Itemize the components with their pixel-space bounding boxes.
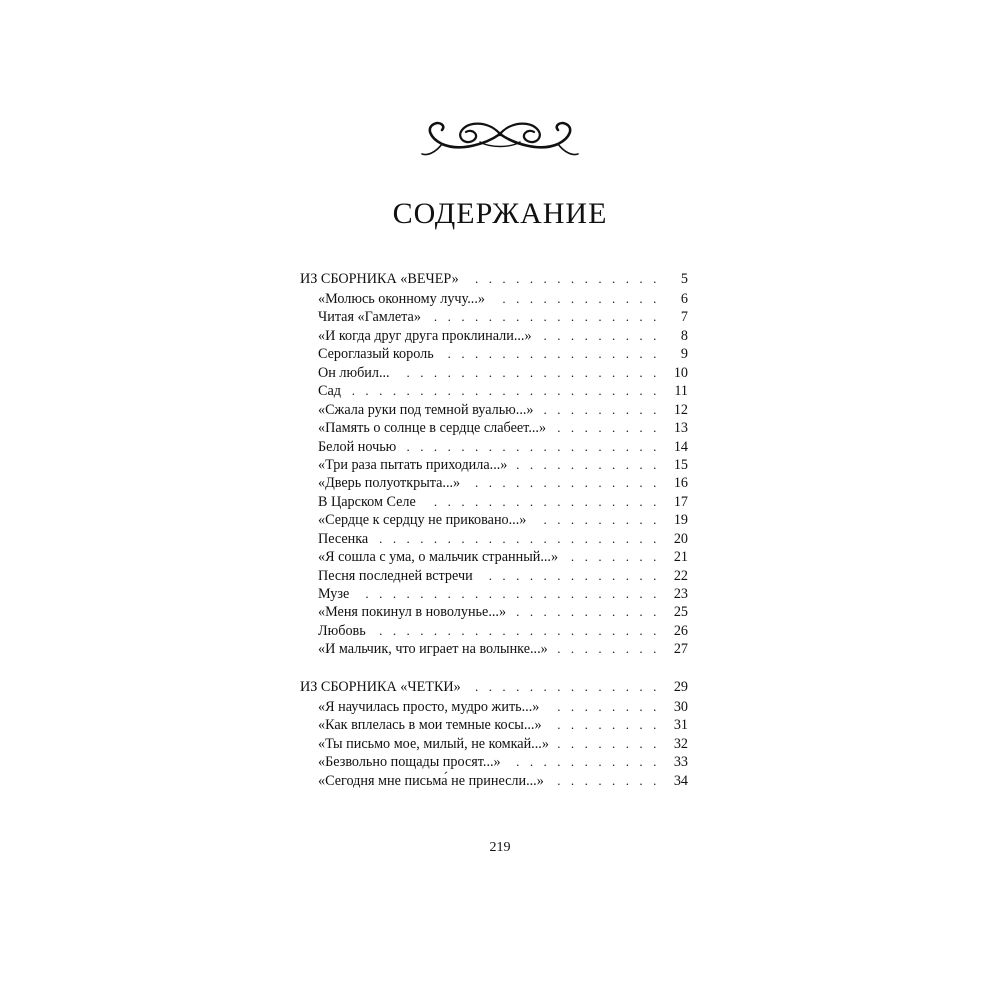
toc-leader-dots — [534, 511, 660, 529]
toc-page-number: 30 — [673, 698, 688, 715]
toc-entry-title: «И мальчик, что играет на волынке...» — [318, 641, 548, 658]
toc-leader-dots — [514, 603, 660, 621]
toc-entry-title: «Сегодня мне письма́ не принесли...» — [318, 772, 544, 789]
toc-leader-dots — [429, 308, 660, 326]
toc-entry-title: «Сжала руки под темной вуалью...» — [318, 401, 534, 418]
toc-entry[interactable] — [300, 716, 688, 734]
toc-entry[interactable] — [300, 493, 688, 511]
toc-page-number: 16 — [673, 475, 688, 492]
toc-entry-title: Песня последней встречи — [318, 567, 473, 584]
table-of-contents — [300, 268, 688, 790]
toc-leader-dots — [481, 567, 660, 585]
toc-entry-title: «Три раза пытать приходила...» — [318, 456, 508, 473]
toc-entry[interactable] — [300, 585, 688, 603]
toc-page-number: 31 — [673, 717, 688, 734]
toc-entry[interactable] — [300, 327, 688, 345]
toc-heading-title: ИЗ СБОРНИКА «ВЕЧЕР» — [300, 271, 459, 287]
toc-section-vecher — [300, 268, 688, 659]
toc-entry-title: Сероглазый король — [318, 346, 434, 363]
toc-entry[interactable] — [300, 753, 688, 771]
toc-entry-title: Он любил... — [318, 364, 390, 381]
toc-page-number: 13 — [673, 420, 688, 437]
toc-page-number: 10 — [673, 364, 688, 381]
toc-entry-title: Любовь — [318, 622, 366, 639]
toc-page-number: 32 — [673, 735, 688, 752]
toc-page-number: 19 — [673, 512, 688, 529]
toc-entry-title: «Как вплелась в мои темные косы...» — [318, 717, 542, 734]
toc-entry[interactable] — [300, 382, 688, 400]
toc-page-number: 12 — [673, 401, 688, 418]
toc-entry-title: «Я сошла с ума, о мальчик странный...» — [318, 549, 559, 566]
toc-leader-dots — [566, 548, 660, 566]
toc-leader-dots — [554, 419, 660, 437]
toc-entry[interactable] — [300, 308, 688, 326]
toc-entry-title: Сад — [318, 383, 341, 400]
toc-entry[interactable] — [300, 640, 688, 658]
toc-entry[interactable] — [300, 548, 688, 566]
toc-entry-title: «И когда друг друга проклинали...» — [318, 327, 532, 344]
toc-section-chetki — [300, 676, 688, 790]
toc-page-number: 23 — [673, 586, 688, 602]
toc-entry-title: Белой ночью — [318, 438, 397, 455]
toc-leader-dots — [467, 268, 660, 290]
toc-entry[interactable] — [300, 772, 688, 790]
toc-entry-title: В Царском Селе — [318, 493, 416, 510]
page-title: СОДЕРЖАНИЕ — [392, 197, 608, 230]
toc-page-number: 22 — [673, 567, 688, 584]
toc-page-number: 5 — [680, 271, 688, 287]
toc-entry[interactable] — [300, 511, 688, 529]
toc-page-number: 6 — [680, 291, 688, 307]
toc-leader-dots — [398, 364, 660, 382]
toc-entry[interactable] — [300, 698, 688, 716]
toc-page-number: 29 — [673, 678, 688, 695]
toc-entry[interactable] — [300, 345, 688, 363]
toc-page-number: 8 — [680, 327, 688, 344]
toc-entry-title: Музе — [318, 586, 350, 602]
toc-entry-title: «Сердце к сердцу не приковано...» — [318, 512, 527, 529]
toc-entry[interactable] — [300, 735, 688, 753]
toc-leader-dots — [509, 753, 660, 771]
toc-page-number: 27 — [673, 641, 688, 658]
toc-page-number: 33 — [673, 754, 688, 771]
toc-page-number: 14 — [673, 438, 688, 455]
toc-page-number: 25 — [673, 604, 688, 621]
toc-page-number: 26 — [673, 622, 688, 639]
toc-leader-dots — [357, 585, 660, 603]
toc-entry[interactable] — [300, 290, 688, 308]
toc-leader-dots — [552, 772, 660, 790]
toc-entry-title: «Я научилась просто, мудро жить...» — [318, 698, 540, 715]
toc-section-heading[interactable] — [300, 676, 688, 698]
toc-leader-dots — [442, 345, 660, 363]
toc-page-number: 7 — [680, 309, 688, 326]
toc-page-number: 17 — [673, 493, 688, 510]
toc-entry-title: Читая «Гамлета» — [318, 309, 421, 326]
toc-entry[interactable] — [300, 567, 688, 585]
toc-page-number: 20 — [673, 530, 688, 547]
toc-leader-dots — [550, 716, 660, 734]
toc-leader-dots — [515, 456, 660, 474]
toc-page-number: 11 — [674, 383, 688, 400]
toc-leader-dots — [469, 676, 660, 698]
toc-section-heading[interactable] — [300, 268, 688, 290]
toc-entry[interactable] — [300, 530, 688, 548]
toc-leader-dots — [493, 290, 660, 308]
toc-entry[interactable] — [300, 419, 688, 437]
toc-entry-title: «Память о солнце в сердце слабеет...» — [318, 420, 547, 437]
toc-leader-dots — [468, 474, 660, 492]
toc-entry[interactable] — [300, 456, 688, 474]
toc-leader-dots — [542, 401, 660, 419]
toc-entry-title: «Дверь полуоткрыта...» — [318, 475, 461, 492]
toc-leader-dots — [404, 438, 660, 456]
toc-entry[interactable] — [300, 622, 688, 640]
toc-leader-dots — [374, 622, 660, 640]
toc-heading-title: ИЗ СБОРНИКА «ЧЕТКИ» — [300, 678, 461, 695]
page-number-folio: 219 — [489, 840, 511, 855]
toc-leader-dots — [547, 698, 660, 716]
toc-entry[interactable] — [300, 401, 688, 419]
toc-entry-title: «Безвольно пощады просят...» — [318, 754, 501, 771]
toc-leader-dots — [424, 493, 660, 511]
toc-page-number: 9 — [680, 346, 688, 363]
toc-entry[interactable] — [300, 474, 688, 492]
toc-entry-title: «Меня покинул в новолунье...» — [318, 604, 507, 621]
toc-leader-dots — [349, 382, 660, 400]
toc-entry[interactable] — [300, 603, 688, 621]
toc-page-number: 34 — [673, 772, 688, 789]
flourish-ornament-icon — [420, 112, 580, 164]
toc-entry-title: «Ты письмо мое, милый, не комкай...» — [318, 735, 549, 752]
toc-entry-title: Песенка — [318, 530, 369, 547]
toc-leader-dots — [376, 530, 660, 548]
toc-entry-title: «Молюсь оконному лучу...» — [318, 291, 485, 307]
toc-page-number: 15 — [673, 456, 688, 473]
toc-entry[interactable] — [300, 438, 688, 456]
toc-leader-dots — [557, 735, 660, 753]
toc-entry[interactable] — [300, 364, 688, 382]
toc-page-number: 21 — [673, 549, 688, 566]
toc-leader-dots — [540, 327, 660, 345]
toc-leader-dots — [556, 640, 660, 658]
